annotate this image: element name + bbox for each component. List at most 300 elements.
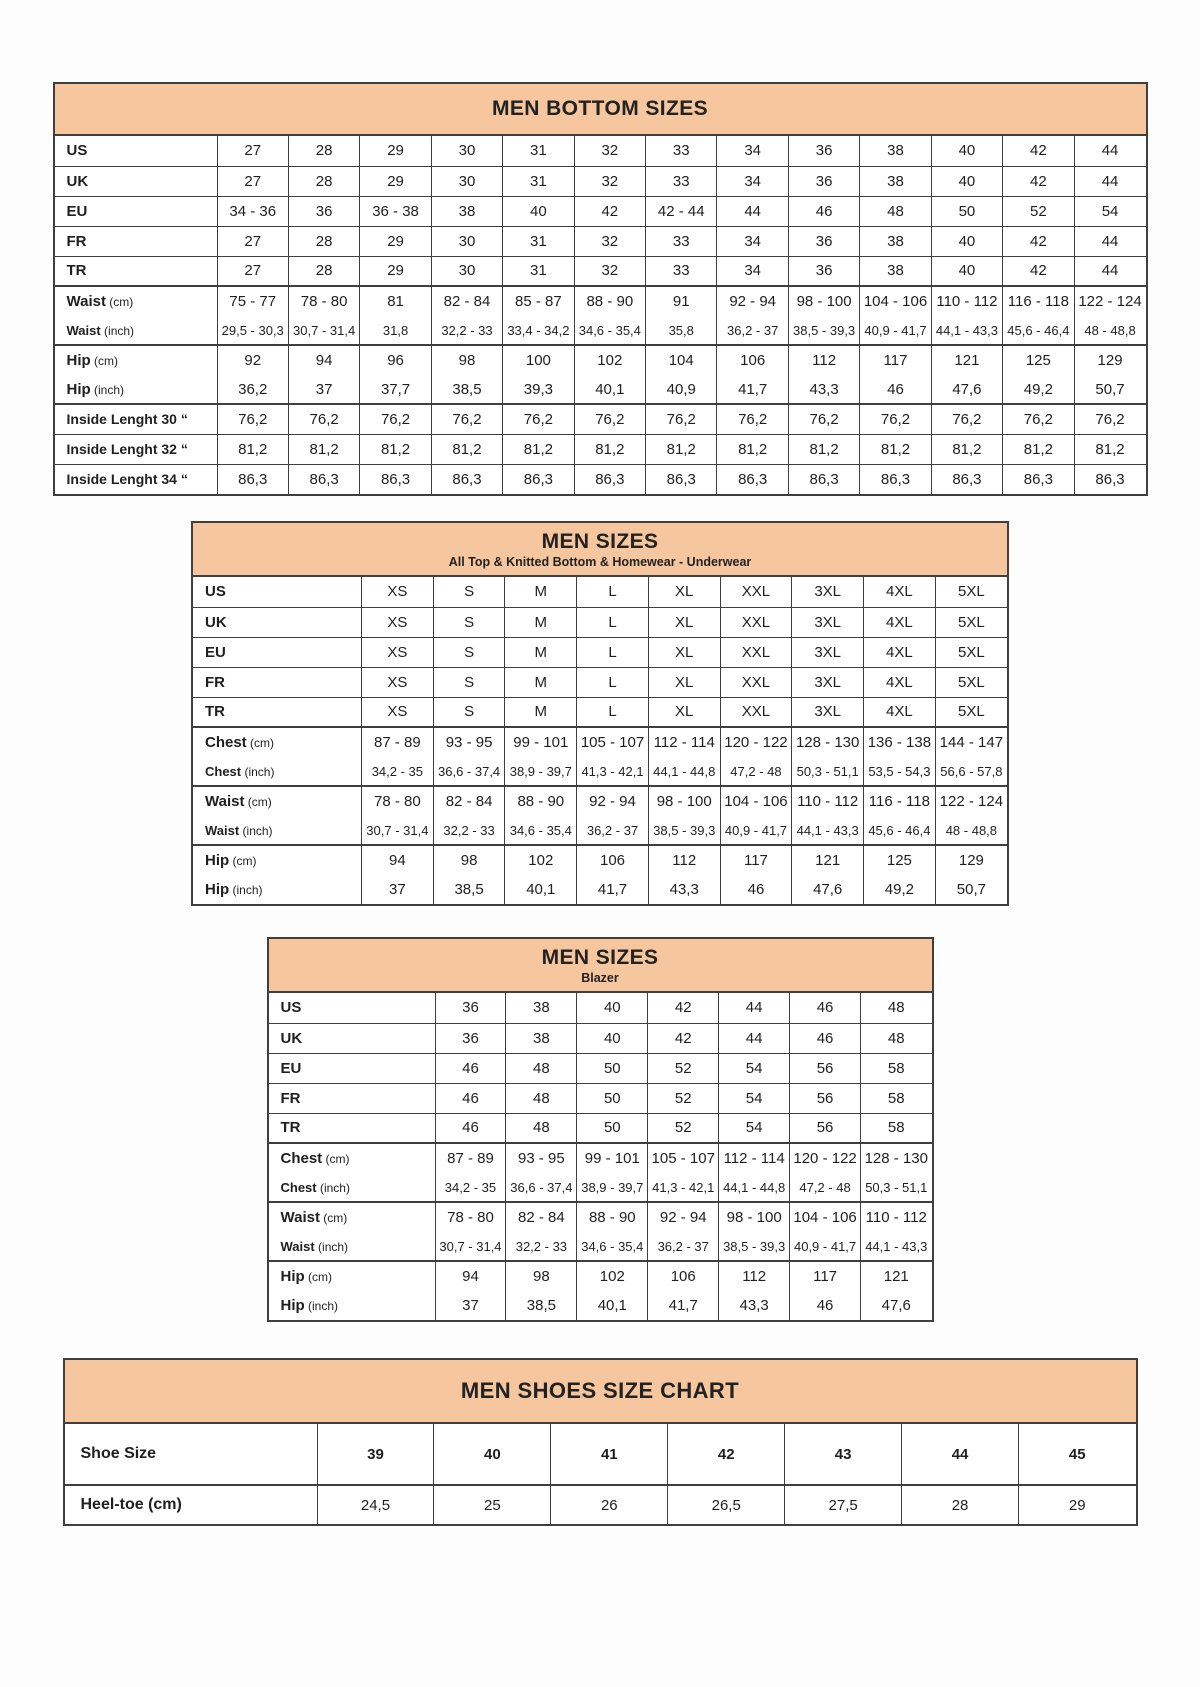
size-cell: 86,3 bbox=[931, 464, 1002, 494]
size-cell: 88 - 90 bbox=[577, 1202, 648, 1232]
size-cell: 52 bbox=[648, 1113, 719, 1143]
size-cell: 36,6 - 37,4 bbox=[506, 1173, 577, 1202]
size-cell: 32 bbox=[574, 166, 645, 196]
size-cell: 117 bbox=[720, 845, 792, 875]
size-cell: 56 bbox=[790, 1113, 861, 1143]
table-subtitle: All Top & Knitted Bottom & Homewear - Underwear bbox=[448, 554, 752, 569]
table-row bbox=[269, 1291, 932, 1320]
row-label: Hip (cm) bbox=[55, 345, 218, 375]
size-cell: 86,3 bbox=[574, 464, 645, 494]
row-label: US bbox=[205, 583, 226, 601]
size-cell: 58 bbox=[861, 1053, 932, 1083]
table-row bbox=[269, 1083, 932, 1113]
men-sizes-tops-table bbox=[191, 521, 1009, 906]
size-cell: 36 bbox=[288, 196, 359, 226]
size-cell: 122 - 124 bbox=[935, 786, 1007, 816]
size-cell: 44 bbox=[1074, 226, 1145, 256]
size-cell: 48 bbox=[861, 1023, 932, 1053]
size-cell: 32 bbox=[574, 136, 645, 166]
size-cell: 106 bbox=[648, 1261, 719, 1291]
size-cell: 46 bbox=[720, 875, 792, 904]
table-row bbox=[269, 1053, 932, 1083]
size-cell: 125 bbox=[1003, 345, 1074, 375]
size-cell: 29,5 - 30,3 bbox=[217, 316, 288, 345]
size-cell: XS bbox=[362, 577, 434, 607]
size-cell: 76,2 bbox=[788, 404, 859, 434]
row-label: EU bbox=[193, 637, 362, 667]
size-cell: 28 bbox=[902, 1485, 1019, 1524]
row-label: Waist (inch) bbox=[280, 1238, 349, 1254]
size-cell: S bbox=[433, 577, 505, 607]
size-cell: 34,2 - 35 bbox=[435, 1173, 506, 1202]
size-cell: 47,6 bbox=[931, 375, 1002, 404]
size-cell: 86,3 bbox=[360, 464, 431, 494]
size-cell: 112 bbox=[648, 845, 720, 875]
table-title: MEN SHOES SIZE CHART bbox=[460, 1378, 740, 1403]
size-cell: 56 bbox=[790, 1083, 861, 1113]
row-label: UK bbox=[55, 166, 218, 196]
size-cell: 4XL bbox=[864, 697, 936, 727]
size-cell: XL bbox=[648, 577, 720, 607]
size-cell: 36 bbox=[788, 166, 859, 196]
size-cell: 36 bbox=[435, 1023, 506, 1053]
size-cell: 110 - 112 bbox=[792, 786, 864, 816]
size-cell: 48 bbox=[506, 1083, 577, 1113]
size-cell: 32 bbox=[574, 256, 645, 286]
row-label: UK bbox=[193, 607, 362, 637]
size-cell: 99 - 101 bbox=[577, 1143, 648, 1173]
size-cell: 76,2 bbox=[431, 404, 502, 434]
size-cell: 47,6 bbox=[792, 875, 864, 904]
row-label: TR bbox=[269, 1113, 436, 1143]
table-row bbox=[193, 786, 1007, 816]
size-cell: 34 - 36 bbox=[217, 196, 288, 226]
size-cell: 44 bbox=[1074, 136, 1145, 166]
size-cell: 49,2 bbox=[1003, 375, 1074, 404]
men-shoes-size-chart-header bbox=[65, 1360, 1136, 1424]
size-cell: XXL bbox=[720, 607, 792, 637]
size-cell: 81,2 bbox=[1003, 434, 1074, 464]
row-label: Chest (inch) bbox=[280, 1179, 350, 1195]
size-cell: 38,5 - 39,3 bbox=[648, 816, 720, 845]
size-cell: 40,9 - 41,7 bbox=[860, 316, 931, 345]
table-row bbox=[55, 464, 1146, 494]
row-label: TR bbox=[193, 697, 362, 727]
size-cell: XS bbox=[362, 637, 434, 667]
table-row bbox=[55, 196, 1146, 226]
size-cell: 33 bbox=[646, 136, 717, 166]
row-label: Waist (cm) bbox=[55, 286, 218, 316]
row-label: UK bbox=[269, 1023, 436, 1053]
table-row bbox=[269, 993, 932, 1023]
size-cell: M bbox=[505, 577, 577, 607]
size-cell: 4XL bbox=[864, 637, 936, 667]
size-cell: 54 bbox=[719, 1113, 790, 1143]
row-label: Waist (inch) bbox=[66, 322, 135, 338]
size-cell: 46 bbox=[435, 1053, 506, 1083]
table-row bbox=[55, 375, 1146, 404]
size-cell: 48 bbox=[506, 1053, 577, 1083]
size-cell: 120 - 122 bbox=[720, 727, 792, 757]
size-cell: 38,9 - 39,7 bbox=[577, 1173, 648, 1202]
size-cell: 33,4 - 34,2 bbox=[503, 316, 574, 345]
size-cell: 27 bbox=[217, 256, 288, 286]
size-cell: 30,7 - 31,4 bbox=[362, 816, 434, 845]
row-label: Inside Lenght 32 “ bbox=[55, 434, 218, 464]
size-cell: 38,5 bbox=[433, 875, 505, 904]
row-label: Hip (inch) bbox=[66, 380, 125, 398]
size-cell: 40,9 - 41,7 bbox=[720, 816, 792, 845]
size-cell: 98 - 100 bbox=[719, 1202, 790, 1232]
row-label: Hip (cm) bbox=[193, 845, 362, 875]
table-row bbox=[193, 607, 1007, 637]
size-cell: 121 bbox=[861, 1261, 932, 1291]
size-cell: 50 bbox=[577, 1083, 648, 1113]
size-cell: 31 bbox=[503, 256, 574, 286]
size-cell: 44,1 - 44,8 bbox=[648, 757, 720, 786]
size-cell: 104 - 106 bbox=[860, 286, 931, 316]
row-label: Chest (cm) bbox=[269, 1143, 436, 1173]
size-cell: 42 bbox=[668, 1424, 785, 1485]
size-cell: 42 bbox=[1003, 226, 1074, 256]
size-cell: 46 bbox=[790, 1291, 861, 1320]
size-cell: 76,2 bbox=[1074, 404, 1145, 434]
table-row bbox=[55, 316, 1146, 345]
size-cell: 104 - 106 bbox=[720, 786, 792, 816]
size-cell: 3XL bbox=[792, 667, 864, 697]
table-row bbox=[193, 875, 1007, 904]
size-cell: 47,2 - 48 bbox=[790, 1173, 861, 1202]
size-cell: S bbox=[433, 667, 505, 697]
size-cell: 4XL bbox=[864, 607, 936, 637]
table-row bbox=[193, 697, 1007, 727]
size-cell: 37 bbox=[362, 875, 434, 904]
size-cell: 86,3 bbox=[717, 464, 788, 494]
size-cell: 38 bbox=[431, 196, 502, 226]
size-cell: 44 bbox=[1074, 166, 1145, 196]
size-cell: 40 bbox=[931, 226, 1002, 256]
size-cell: 30 bbox=[431, 136, 502, 166]
size-cell: 81,2 bbox=[788, 434, 859, 464]
size-cell: 5XL bbox=[935, 667, 1007, 697]
size-cell: 81,2 bbox=[860, 434, 931, 464]
row-label: Inside Lenght 30 “ bbox=[55, 404, 218, 434]
size-cell: 46 bbox=[788, 196, 859, 226]
size-cell: 45,6 - 46,4 bbox=[864, 816, 936, 845]
table-row bbox=[55, 404, 1146, 434]
size-cell: 54 bbox=[719, 1053, 790, 1083]
table-row bbox=[193, 637, 1007, 667]
size-cell: 39,3 bbox=[503, 375, 574, 404]
size-cell: 144 - 147 bbox=[935, 727, 1007, 757]
size-cell: 98 - 100 bbox=[648, 786, 720, 816]
size-cell: 105 - 107 bbox=[577, 727, 649, 757]
size-cell: 27 bbox=[217, 166, 288, 196]
size-cell: 78 - 80 bbox=[362, 786, 434, 816]
size-cell: 76,2 bbox=[1003, 404, 1074, 434]
size-cell: 48 - 48,8 bbox=[1074, 316, 1145, 345]
row-label: EU bbox=[55, 196, 218, 226]
size-cell: 86,3 bbox=[1074, 464, 1145, 494]
size-cell: 46 bbox=[435, 1083, 506, 1113]
size-cell: 37,7 bbox=[360, 375, 431, 404]
size-cell: 26 bbox=[551, 1485, 668, 1524]
table-row bbox=[65, 1424, 1136, 1485]
size-cell: 38 bbox=[860, 136, 931, 166]
size-cell: 30 bbox=[431, 256, 502, 286]
size-cell: 28 bbox=[288, 226, 359, 256]
size-cell: 58 bbox=[861, 1113, 932, 1143]
size-cell: 94 bbox=[362, 845, 434, 875]
size-cell: 102 bbox=[574, 345, 645, 375]
size-cell: 34,6 - 35,4 bbox=[577, 1232, 648, 1261]
men-sizes-blazer-grid bbox=[269, 993, 932, 1320]
size-cell: 81,2 bbox=[931, 434, 1002, 464]
size-cell: 94 bbox=[288, 345, 359, 375]
size-cell: 46 bbox=[435, 1113, 506, 1143]
size-cell: 34,2 - 35 bbox=[362, 757, 434, 786]
size-cell: 27,5 bbox=[785, 1485, 902, 1524]
size-cell: 36 bbox=[435, 993, 506, 1023]
size-cell: 44 bbox=[719, 993, 790, 1023]
size-cell: 43 bbox=[785, 1424, 902, 1485]
size-cell: 92 - 94 bbox=[648, 1202, 719, 1232]
size-cell: 76,2 bbox=[574, 404, 645, 434]
size-cell: 47,6 bbox=[861, 1291, 932, 1320]
size-cell: 4XL bbox=[864, 577, 936, 607]
size-cell: 98 - 100 bbox=[788, 286, 859, 316]
row-label: FR bbox=[193, 667, 362, 697]
size-cell: 25 bbox=[434, 1485, 551, 1524]
size-cell: 47,2 - 48 bbox=[720, 757, 792, 786]
table-title: MEN SIZES bbox=[541, 529, 659, 553]
size-cell: 5XL bbox=[935, 697, 1007, 727]
size-cell: 44,1 - 43,3 bbox=[931, 316, 1002, 345]
size-cell: 128 - 130 bbox=[861, 1143, 932, 1173]
size-cell: 136 - 138 bbox=[864, 727, 936, 757]
size-cell: 34,6 - 35,4 bbox=[505, 816, 577, 845]
size-cell: 100 bbox=[503, 345, 574, 375]
size-cell: 86,3 bbox=[431, 464, 502, 494]
size-cell: 102 bbox=[577, 1261, 648, 1291]
table-row bbox=[55, 434, 1146, 464]
size-cell: 44 bbox=[719, 1023, 790, 1053]
table-row bbox=[269, 1113, 932, 1143]
size-cell: 102 bbox=[505, 845, 577, 875]
size-cell: L bbox=[577, 607, 649, 637]
size-cell: 48 bbox=[860, 196, 931, 226]
row-label: TR bbox=[55, 256, 218, 286]
size-cell: 40 bbox=[577, 993, 648, 1023]
table-row bbox=[193, 845, 1007, 875]
size-cell: 54 bbox=[719, 1083, 790, 1113]
size-cell: 94 bbox=[435, 1261, 506, 1291]
size-cell: 34 bbox=[717, 256, 788, 286]
row-label: FR bbox=[269, 1083, 436, 1113]
size-cell: 36,2 bbox=[217, 375, 288, 404]
size-cell: XL bbox=[648, 667, 720, 697]
size-cell: 86,3 bbox=[1003, 464, 1074, 494]
size-cell: 81,2 bbox=[574, 434, 645, 464]
size-cell: 91 bbox=[646, 286, 717, 316]
size-cell: S bbox=[433, 697, 505, 727]
size-cell: 38,9 - 39,7 bbox=[505, 757, 577, 786]
size-cell: 81,2 bbox=[503, 434, 574, 464]
men-sizes-blazer-header bbox=[269, 939, 932, 993]
men-sizes-tops-header bbox=[193, 523, 1007, 577]
size-cell: 44 bbox=[1074, 256, 1145, 286]
row-label: Hip (cm) bbox=[269, 1261, 436, 1291]
row-label: Waist (inch) bbox=[205, 822, 273, 838]
row-label: EU bbox=[269, 1053, 436, 1083]
size-cell: 81,2 bbox=[646, 434, 717, 464]
size-cell: 32,2 - 33 bbox=[433, 816, 505, 845]
table-row bbox=[55, 345, 1146, 375]
size-cell: 92 - 94 bbox=[717, 286, 788, 316]
table-row bbox=[193, 757, 1007, 786]
size-cell: 42 bbox=[1003, 256, 1074, 286]
size-cell: 78 - 80 bbox=[435, 1202, 506, 1232]
size-cell: 33 bbox=[646, 256, 717, 286]
row-label: Waist (cm) bbox=[269, 1202, 436, 1232]
size-cell: 106 bbox=[717, 345, 788, 375]
size-cell: 86,3 bbox=[288, 464, 359, 494]
size-cell: 86,3 bbox=[646, 464, 717, 494]
row-label: Chest (cm) bbox=[193, 727, 362, 757]
size-cell: 3XL bbox=[792, 637, 864, 667]
size-cell: 104 bbox=[646, 345, 717, 375]
size-cell: 41,3 - 42,1 bbox=[577, 757, 649, 786]
size-cell: 75 - 77 bbox=[217, 286, 288, 316]
size-cell: 27 bbox=[217, 136, 288, 166]
size-cell: 26,5 bbox=[668, 1485, 785, 1524]
size-cell: 40 bbox=[931, 166, 1002, 196]
size-cell: 32,2 - 33 bbox=[506, 1232, 577, 1261]
size-cell: 44,1 - 43,3 bbox=[861, 1232, 932, 1261]
size-cell: XXL bbox=[720, 577, 792, 607]
men-sizes-tops-grid bbox=[193, 577, 1007, 904]
size-chart-sheet bbox=[0, 82, 1200, 1526]
size-cell: 48 bbox=[861, 993, 932, 1023]
size-cell: 32,2 - 33 bbox=[431, 316, 502, 345]
size-cell: 92 bbox=[217, 345, 288, 375]
table-row bbox=[193, 727, 1007, 757]
size-cell: 42 bbox=[1003, 166, 1074, 196]
table-row bbox=[55, 226, 1146, 256]
size-cell: 40 bbox=[931, 136, 1002, 166]
size-cell: 50 bbox=[577, 1053, 648, 1083]
size-cell: 58 bbox=[861, 1083, 932, 1113]
size-cell: 3XL bbox=[792, 697, 864, 727]
size-cell: 30,7 - 31,4 bbox=[435, 1232, 506, 1261]
size-cell: 36 bbox=[788, 226, 859, 256]
size-cell: 29 bbox=[360, 166, 431, 196]
row-label: Inside Lenght 34 “ bbox=[55, 464, 218, 494]
size-cell: M bbox=[505, 607, 577, 637]
size-cell: 38,5 - 39,3 bbox=[719, 1232, 790, 1261]
size-cell: 3XL bbox=[792, 577, 864, 607]
size-cell: XL bbox=[648, 607, 720, 637]
size-cell: XS bbox=[362, 667, 434, 697]
table-row bbox=[65, 1485, 1136, 1524]
size-cell: 76,2 bbox=[860, 404, 931, 434]
size-cell: 24,5 bbox=[317, 1485, 434, 1524]
size-cell: 117 bbox=[790, 1261, 861, 1291]
size-cell: 4XL bbox=[864, 667, 936, 697]
table-row bbox=[193, 577, 1007, 607]
size-cell: 105 - 107 bbox=[648, 1143, 719, 1173]
size-cell: 81,2 bbox=[431, 434, 502, 464]
size-cell: 76,2 bbox=[646, 404, 717, 434]
size-cell: 5XL bbox=[935, 607, 1007, 637]
size-cell: 5XL bbox=[935, 577, 1007, 607]
size-cell: 104 - 106 bbox=[790, 1202, 861, 1232]
size-cell: 37 bbox=[435, 1291, 506, 1320]
size-cell: 110 - 112 bbox=[931, 286, 1002, 316]
size-cell: 81,2 bbox=[288, 434, 359, 464]
size-cell: 93 - 95 bbox=[433, 727, 505, 757]
size-cell: 29 bbox=[360, 136, 431, 166]
size-cell: S bbox=[433, 607, 505, 637]
size-cell: 50 bbox=[931, 196, 1002, 226]
size-cell: 5XL bbox=[935, 637, 1007, 667]
size-cell: 81 bbox=[360, 286, 431, 316]
size-cell: 93 - 95 bbox=[506, 1143, 577, 1173]
size-cell: XS bbox=[362, 607, 434, 637]
size-cell: 116 - 118 bbox=[1003, 286, 1074, 316]
size-cell: 40,1 bbox=[577, 1291, 648, 1320]
size-cell: 3XL bbox=[792, 607, 864, 637]
size-cell: 38 bbox=[860, 256, 931, 286]
row-label: Hip (inch) bbox=[205, 881, 263, 898]
size-cell: XL bbox=[648, 637, 720, 667]
size-cell: 112 bbox=[788, 345, 859, 375]
row-label: FR bbox=[55, 226, 218, 256]
size-cell: 76,2 bbox=[503, 404, 574, 434]
size-cell: 28 bbox=[288, 136, 359, 166]
table-subtitle: Blazer bbox=[581, 970, 619, 985]
size-cell: 76,2 bbox=[931, 404, 1002, 434]
size-cell: 34 bbox=[717, 166, 788, 196]
table-title: MEN SIZES bbox=[541, 945, 659, 969]
size-cell: XXL bbox=[720, 637, 792, 667]
size-cell: 81,2 bbox=[217, 434, 288, 464]
size-cell: 122 - 124 bbox=[1074, 286, 1145, 316]
size-cell: 27 bbox=[217, 226, 288, 256]
size-cell: 82 - 84 bbox=[431, 286, 502, 316]
size-cell: 42 - 44 bbox=[646, 196, 717, 226]
row-label: Hip (inch) bbox=[280, 1297, 339, 1314]
men-bottom-sizes-header bbox=[55, 84, 1146, 136]
size-cell: 117 bbox=[860, 345, 931, 375]
size-cell: 33 bbox=[646, 226, 717, 256]
size-cell: 40 bbox=[434, 1424, 551, 1485]
table-row bbox=[269, 1173, 932, 1202]
size-cell: 41,7 bbox=[648, 1291, 719, 1320]
size-cell: 129 bbox=[935, 845, 1007, 875]
size-cell: 37 bbox=[288, 375, 359, 404]
size-cell: 31 bbox=[503, 226, 574, 256]
size-cell: 28 bbox=[288, 166, 359, 196]
men-shoes-size-chart-table bbox=[63, 1358, 1138, 1526]
size-cell: 42 bbox=[574, 196, 645, 226]
size-cell: 81,2 bbox=[1074, 434, 1145, 464]
size-cell: 85 - 87 bbox=[503, 286, 574, 316]
size-cell: 41,7 bbox=[717, 375, 788, 404]
size-cell: 44,1 - 43,3 bbox=[792, 816, 864, 845]
size-cell: 50,7 bbox=[935, 875, 1007, 904]
size-cell: 44 bbox=[717, 196, 788, 226]
